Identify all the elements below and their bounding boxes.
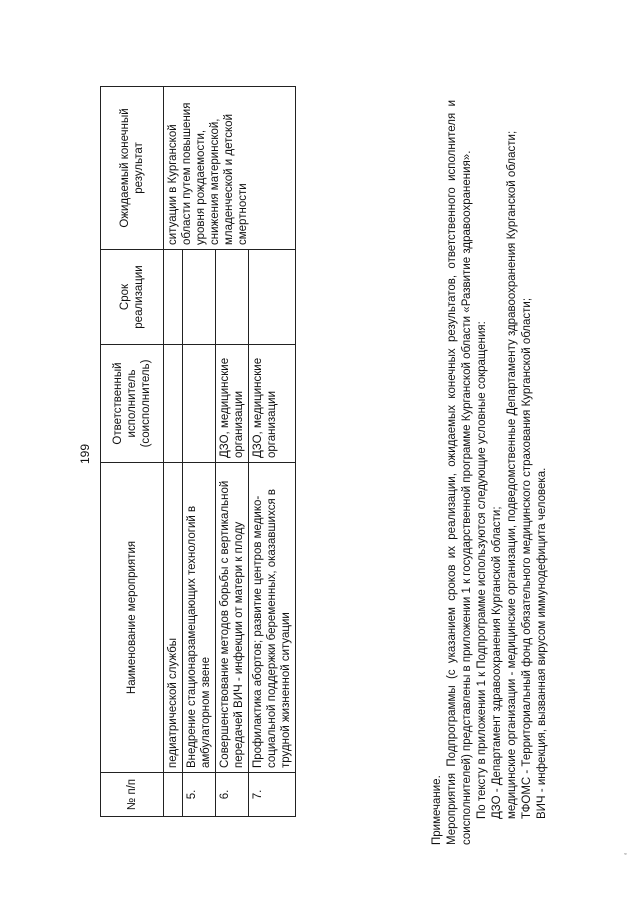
cell-name: Совершенствование методов борьбы с вертикальной передачей ВИЧ - инфекции от матери к плоду: [216, 463, 249, 773]
cell-term: [216, 250, 249, 345]
measures-table: [100, 86, 296, 817]
cell-name: педиатрической службы: [164, 463, 183, 773]
cell-name: Внедрение стационарзамещающих технологий в амбулаторном звене: [183, 463, 216, 773]
cell-responsible: [164, 345, 183, 463]
notes-paragraph: ДЗО - Департамент здравоохранения Курганской области;: [491, 506, 503, 819]
cell-num: 7.: [249, 773, 296, 817]
cell-term: [249, 250, 296, 345]
notes-title: Примечание.: [431, 775, 443, 845]
scan-mark: ‘: [623, 852, 634, 855]
notes-paragraph: Мероприятия Подпрограммы (с указанием сроков их реализации, ожидаемых конечных результатов, ответственного исполнителя и соисполнителей) представлены в приложении 1 к государственной программе Курганской области «Развитие здравоохранения».: [446, 100, 473, 845]
table-row: [164, 87, 183, 817]
header-name: Наименование мероприятия: [101, 463, 164, 773]
cell-result: ситуации в Курганской области путем повышения уровня рождаемости, снижения материнской, младенческой и детской смертности: [164, 87, 296, 250]
cell-num: 6.: [216, 773, 249, 817]
page-number: 199: [78, 443, 92, 465]
notes-paragraph: По тексту в приложении 1 к Подпрограмме используются следующие условные сокращения:: [476, 321, 488, 819]
header-num: № п/п: [101, 773, 164, 817]
cell-term: [183, 250, 216, 345]
cell-num: 5.: [183, 773, 216, 817]
cell-responsible: ДЗО, медицинские организации: [216, 345, 249, 463]
cell-term: [164, 250, 183, 345]
header-result: Ожидаемый конечный результат: [101, 87, 164, 250]
header-responsible: Ответственный исполнитель (соисполнитель): [101, 345, 164, 463]
header-term: Срок реализации: [101, 250, 164, 345]
cell-responsible: ДЗО, медицинские организации: [249, 345, 296, 463]
notes-paragraph: ВИЧ - инфекция, вызванная вирусом иммунодефицита человека.: [536, 467, 548, 819]
cell-name: Профилактика абортов; развитие центров медико-социальной поддержки беременных, оказавшихся в трудной жизненной ситуации: [249, 463, 296, 773]
notes-paragraph: медицинские организации - медицинские организации, подведомственные Департаменту здравоохранения Курганской области;: [506, 130, 518, 819]
table-header-row: [101, 87, 164, 817]
notes-paragraph: ТФОМС - Территориальный фонд обязательного медицинского страхования Курганской области;: [521, 297, 533, 819]
cell-num: [164, 773, 183, 817]
notes-section: [430, 100, 550, 845]
cell-responsible: [183, 345, 216, 463]
